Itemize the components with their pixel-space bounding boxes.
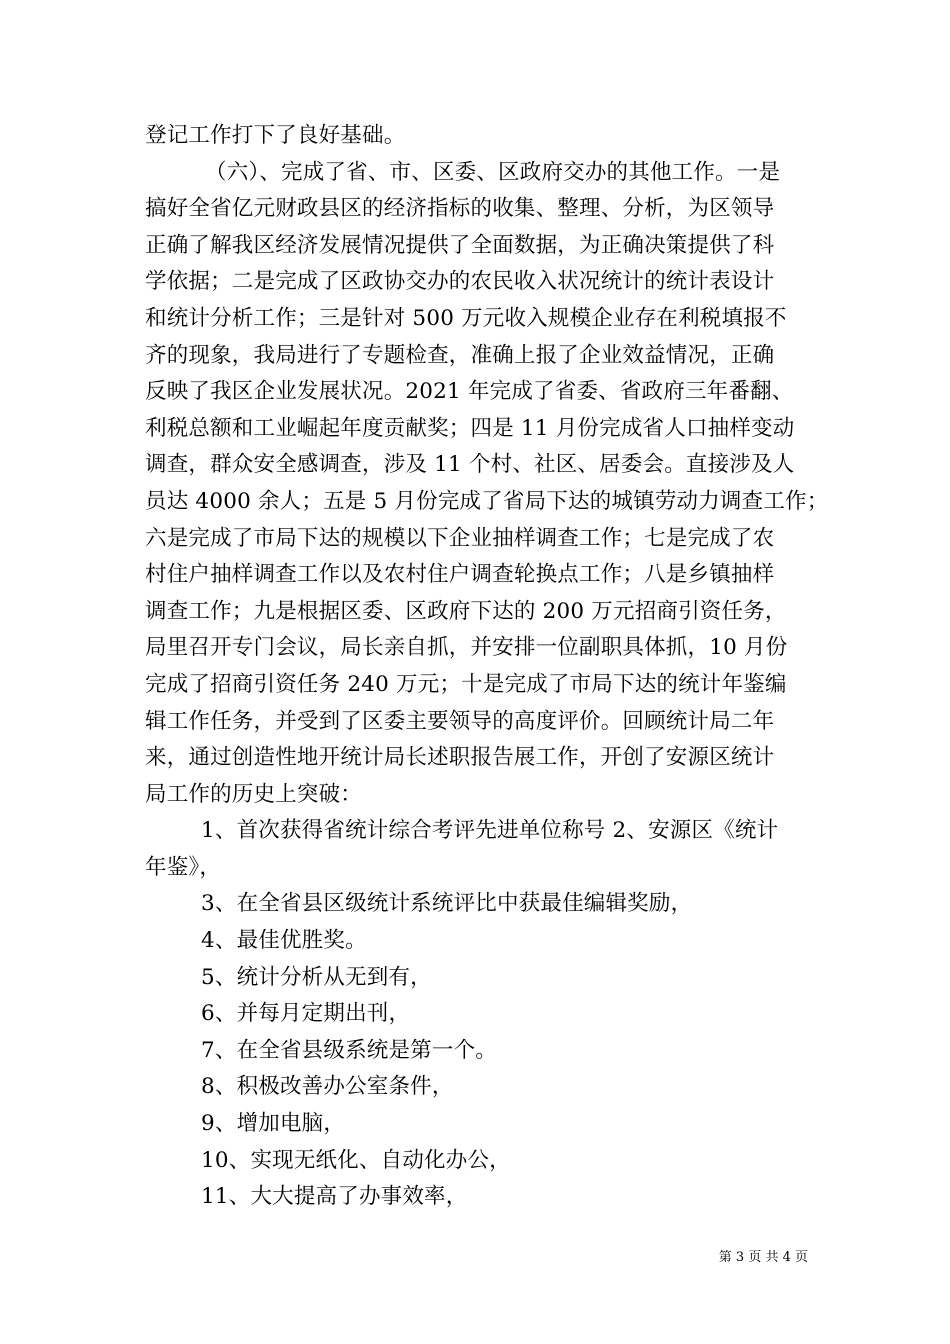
paragraph-start-line: （六）、完成了省、市、区委、区政府交办的其他工作。一是 [205, 159, 781, 185]
text-line: 利税总额和工业崛起年度贡献奖；四是 11 月份完成省人口抽样变动 [145, 415, 795, 441]
document-body [145, 118, 829, 1216]
list-item: 5、统计分析从无到有， [201, 964, 432, 990]
text-line: 村住户抽样调查工作以及农村住户调查轮换点工作；八是乡镇抽样 [145, 562, 775, 588]
text-line: 六是完成了市局下达的规模以下企业抽样调查工作；七是完成了农 [145, 525, 775, 551]
list-item-continuation: 年鉴》， [145, 854, 222, 880]
list-item: 6、并每月定期出刊， [201, 1001, 411, 1027]
text-line: 反映了我区企业发展状况。2021 年完成了省委、省政府三年番翻、 [145, 379, 794, 405]
list-item: 7、在全省县级系统是第一个。 [201, 1037, 497, 1063]
text-line: 完成了招商引资任务 240 万元；十是完成了市局下达的统计年鉴编 [145, 671, 787, 697]
text-line: 学依据；二是完成了区政协交办的农民收入状况统计的统计表设计 [145, 269, 775, 295]
list-item: 8、积极改善办公室条件， [201, 1074, 454, 1100]
text-line: 搞好全省亿元财政县区的经济指标的收集、整理、分析，为区领导 [145, 196, 775, 222]
text-line: 局里召开专门会议，局长亲自抓，并安排一位副职具体抓，10 月份 [145, 635, 788, 661]
text-line: 齐的现象，我局进行了专题检查，准确上报了企业效益情况，正确 [145, 342, 775, 368]
page-number-footer: 第 3 页 共 4 页 [718, 1250, 808, 1265]
list-item: 1、首次获得省统计综合考评先进单位称号 2、安源区《统计 [201, 818, 779, 844]
list-item: 4、最佳优胜奖。 [201, 928, 367, 954]
text-line: 来，通过创造性地开统计局长述职报告展工作，开创了安源区统计 [145, 745, 775, 771]
list-item: 11、大大提高了办事效率， [201, 1184, 468, 1210]
list-item: 10、实现无纸化、自动化办公， [201, 1147, 511, 1173]
text-line: 登记工作打下了良好基础。 [145, 123, 406, 148]
text-line: 员达 4000 余人；五是 5 月份完成了省局下达的城镇劳动力调查工作； [145, 488, 829, 514]
text-line: 和统计分析工作；三是针对 500 万元收入规模企业存在利税填报不 [145, 305, 787, 331]
list-item: 3、在全省县区级统计系统评比中获最佳编辑奖励， [201, 891, 693, 917]
text-line: 正确了解我区经济发展情况提供了全面数据，为正确决策提供了科 [145, 232, 775, 258]
text-line: 局工作的历史上突破： [145, 781, 363, 807]
text-line: 辑工作任务，并受到了区委主要领导的高度评价。回顾统计局二年 [145, 708, 775, 734]
list-item: 9、增加电脑， [201, 1111, 346, 1137]
text-line: 调查工作；九是根据区委、区政府下达的 200 万元招商引资任务， [145, 598, 787, 624]
text-line: 调查，群众安全感调查，涉及 11 个村、社区、居委会。直接涉及人 [145, 452, 795, 478]
